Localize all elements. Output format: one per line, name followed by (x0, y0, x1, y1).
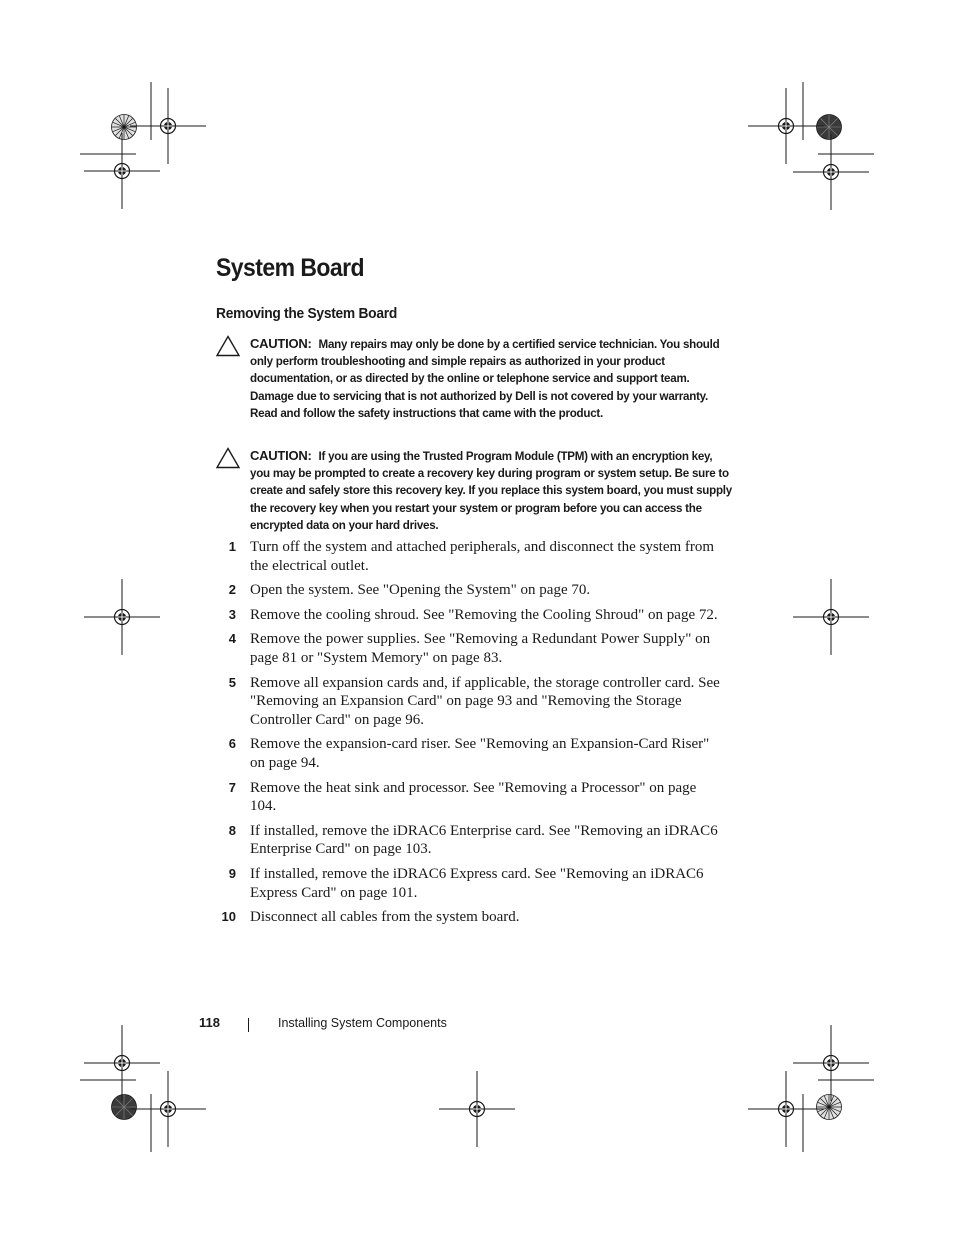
step-number: 4 (228, 631, 236, 647)
caution-notice (216, 335, 736, 422)
registration-mark-icon (130, 1071, 206, 1147)
caution-text (250, 447, 732, 534)
step-text: If installed, remove the iDRAC6 Enterprise card. See "Removing an iDRAC6 Enterprise Card" on page 103. (250, 822, 718, 858)
footer-divider (248, 1018, 249, 1032)
caution-label: CAUTION: (250, 336, 312, 351)
step-text: Remove the expansion-card riser. See "Removing an Expansion-Card Riser" on page 94. (250, 736, 710, 771)
step-text: Turn off the system and attached peripherals, and disconnect the system from the electrical outlet. (250, 539, 715, 574)
list-item (216, 581, 736, 600)
list-item (216, 606, 736, 625)
color-bar-icon (112, 1095, 137, 1120)
registration-mark-icon (748, 88, 824, 164)
step-text: Remove the heat sink and processor. See "Removing a Processor" on page 104. (250, 779, 697, 815)
step-text: Remove the power supplies. See "Removing a Redundant Power Supply" on page 81 or "System Memory" on page 83. (250, 631, 711, 666)
color-bar-icon (817, 115, 842, 140)
caution-triangle-icon (216, 335, 240, 357)
caution-notice (216, 447, 736, 534)
registration-mark-icon (439, 1071, 515, 1147)
step-text: Remove the cooling shroud. See "Removing the Cooling Shroud" on page 72. (250, 606, 718, 623)
list-item (216, 674, 736, 730)
step-number: 10 (221, 909, 236, 925)
step-text: Disconnect all cables from the system board. (250, 909, 520, 926)
page-footer (0, 1014, 954, 1038)
step-text: Open the system. See "Opening the System" on page 70. (250, 582, 591, 599)
list-item (216, 779, 736, 816)
list-item (216, 865, 736, 902)
step-number: 6 (228, 736, 236, 752)
step-number: 1 (228, 539, 236, 554)
caution-body: If you are using the Trusted Program Module (TPM) with an encryption key, you may be prompted to create a recovery key during program or system setup. Be sure to create and safely store this recovery key. If you replace this system board, you must supply the recovery key when you restart your system or program before you can access the encrypted data on your hard drives. (250, 450, 732, 532)
page-number: 118 (199, 1015, 220, 1030)
list-item (216, 630, 736, 667)
list-item (216, 538, 736, 575)
registration-mark-icon (130, 88, 206, 164)
procedure-steps (216, 538, 736, 927)
step-text: If installed, remove the iDRAC6 Express card. See "Removing an iDRAC6 Express Card" on page 101. (250, 865, 704, 901)
page-title: System Board (216, 254, 365, 282)
step-number: 2 (228, 582, 236, 598)
caution-label: CAUTION: (250, 448, 312, 463)
list-item (216, 735, 736, 772)
color-bar-icon (817, 1095, 842, 1120)
step-number: 3 (228, 606, 236, 622)
step-number: 7 (228, 779, 236, 795)
list-item (216, 822, 736, 859)
step-number: 5 (228, 674, 236, 690)
caution-triangle-icon (216, 447, 240, 469)
step-number: 9 (228, 865, 236, 881)
caution-text (250, 335, 732, 422)
step-text: Remove all expansion cards and, if applicable, the storage controller card. See "Removing an Expansion Card" on page 93 and "Removing the Storage Controller Card" on page 96. (250, 674, 720, 728)
registration-mark-icon (793, 134, 869, 210)
registration-mark-icon (748, 1071, 824, 1147)
caution-body: Many repairs may only be done by a certified service technician. You should only perform troubleshooting and simple repairs as authorized in your product documentation, or as directed by the online or telephone service and support team. Damage due to servicing that is not authorized by Dell is not covered by your warranty. Read and follow the safety instructions that came with the product. (250, 338, 720, 420)
step-number: 8 (228, 822, 236, 838)
section-title: Removing the System Board (216, 305, 397, 322)
registration-mark-icon (793, 579, 869, 655)
list-item (216, 908, 736, 927)
chapter-title: Installing System Components (278, 1016, 447, 1030)
color-bar-icon (112, 115, 137, 140)
registration-mark-icon (84, 579, 160, 655)
registration-mark-icon (84, 133, 160, 209)
